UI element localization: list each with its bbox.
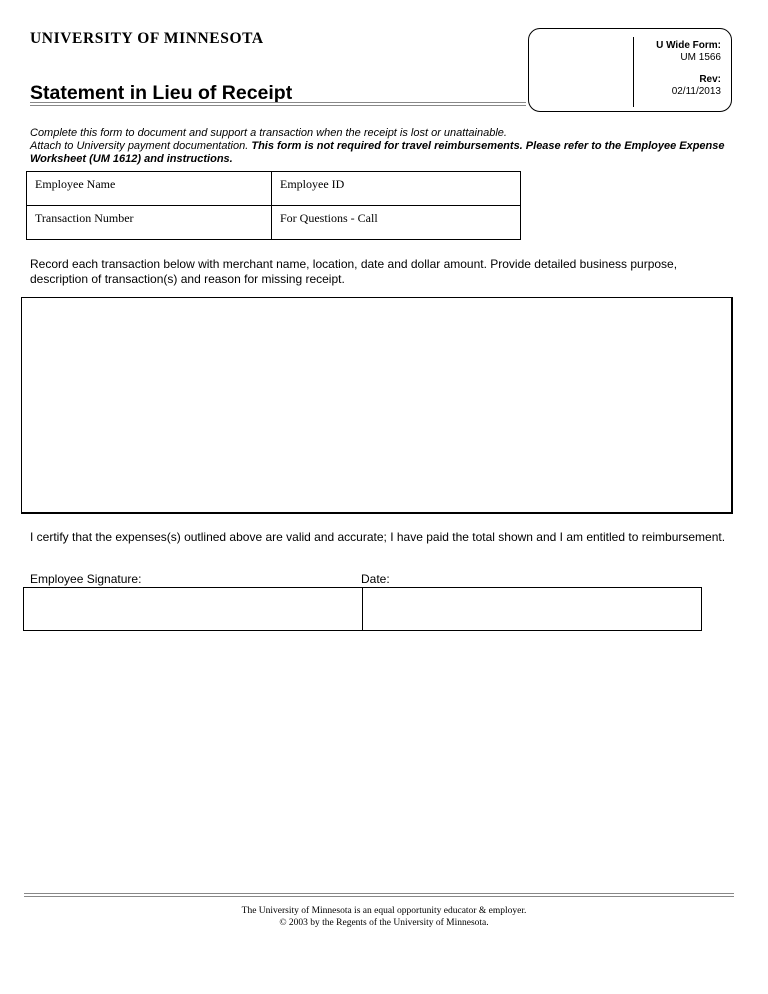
certification-statement: I certify that the expenses(s) outlined above are valid and accurate; I have paid the total shown and I am entitled to reimbursement. bbox=[30, 530, 726, 544]
footer-equal-opportunity: The University of Minnesota is an equal opportunity educator & employer. bbox=[241, 906, 527, 916]
employee-info-table bbox=[26, 171, 521, 240]
date-label: Date: bbox=[361, 572, 390, 586]
intro-line-1: Complete this form to document and support a transaction when the receipt is lost or unattainable. bbox=[30, 127, 507, 139]
form-number: UM 1566 bbox=[680, 52, 721, 63]
transaction-instructions: Record each transaction below with merchant name, location, date and dollar amount. Provide detailed business purpose, description of transaction(s) and reason for missing receipt. bbox=[30, 257, 678, 286]
date-field[interactable] bbox=[362, 587, 702, 631]
footer-text bbox=[0, 905, 768, 929]
employee-id-field[interactable] bbox=[272, 172, 521, 206]
questions-call-label: For Questions - Call bbox=[280, 211, 378, 225]
transaction-details-box[interactable] bbox=[21, 297, 733, 514]
intro-text bbox=[30, 127, 730, 166]
employee-name-field[interactable] bbox=[27, 172, 272, 206]
form-number-label: U Wide Form: bbox=[656, 40, 721, 51]
title-rule-bottom bbox=[30, 105, 526, 106]
revision-date: 02/11/2013 bbox=[671, 86, 721, 97]
form-box-divider bbox=[633, 37, 634, 107]
footer-rule-top bbox=[24, 893, 734, 894]
employee-name-label: Employee Name bbox=[35, 177, 116, 191]
intro-attach-text: Attach to University payment documentation. bbox=[30, 140, 252, 152]
intro-travel-note: This form is not required for travel reimbursements. Please refer to the Employee Expense Worksheet (UM 1612) and instructions. bbox=[30, 140, 725, 165]
university-logo: UNIVERSITY OF MINNESOTA bbox=[30, 30, 264, 47]
form-title: Statement in Lieu of Receipt bbox=[30, 82, 293, 104]
revision-label: Rev: bbox=[699, 74, 721, 85]
intro-line-2 bbox=[30, 140, 730, 166]
transaction-number-field[interactable] bbox=[27, 206, 272, 240]
footer-rule-bottom bbox=[24, 896, 734, 897]
questions-call-field[interactable] bbox=[272, 206, 521, 240]
title-rule-top bbox=[30, 102, 526, 103]
footer-copyright: © 2003 by the Regents of the University of Minnesota. bbox=[279, 918, 489, 928]
employee-signature-label: Employee Signature: bbox=[30, 572, 142, 586]
employee-signature-field[interactable] bbox=[23, 587, 363, 631]
transaction-number-label: Transaction Number bbox=[35, 211, 134, 225]
form-id-box bbox=[528, 28, 732, 112]
employee-id-label: Employee ID bbox=[280, 177, 345, 191]
